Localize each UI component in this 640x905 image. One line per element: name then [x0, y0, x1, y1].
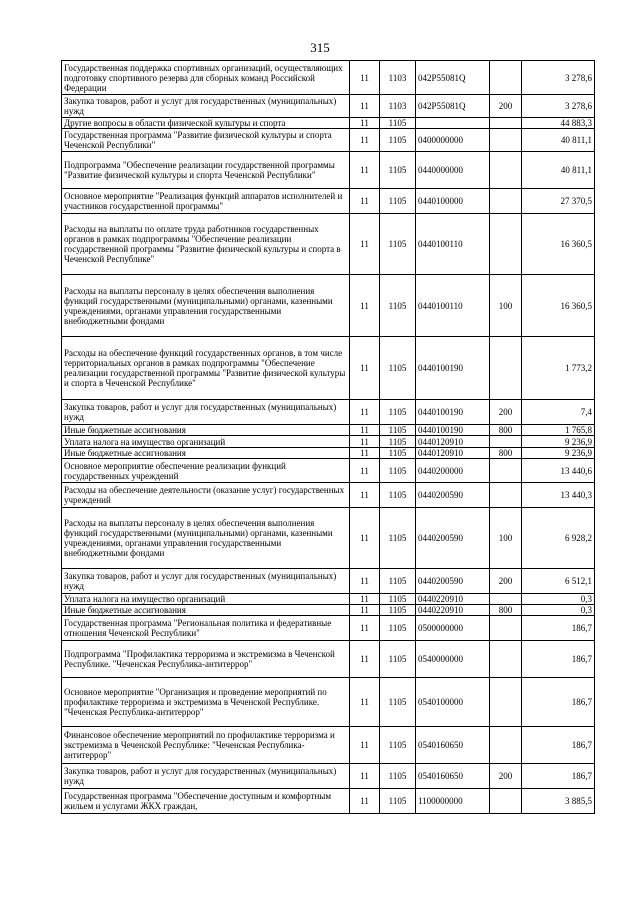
subsection-code: 1105 [380, 425, 416, 436]
subsection-code: 1105 [380, 400, 416, 425]
subsection-code: 1105 [380, 459, 416, 483]
amount: 16 360,5 [522, 214, 595, 275]
amount: 16 360,5 [522, 275, 595, 337]
expense-type-code: 800 [490, 605, 522, 616]
page-number: 315 [310, 40, 330, 55]
table-row [62, 641, 595, 678]
subsection-code: 1105 [380, 275, 416, 337]
expense-type-code [490, 459, 522, 483]
table-row [62, 678, 595, 727]
expense-type-code: 200 [490, 400, 522, 425]
expense-type-code [490, 727, 522, 764]
section-code: 11 [350, 95, 380, 118]
expense-type-code [490, 61, 522, 95]
section-code: 11 [350, 594, 380, 605]
item-name: Государственная программа "Развитие физической культуры и спорта Чеченской Республики" [62, 129, 350, 152]
amount: 3 885,5 [522, 789, 595, 814]
section-code: 11 [350, 605, 380, 616]
expense-type-code [490, 594, 522, 605]
amount: 27 370,5 [522, 189, 595, 214]
section-code: 11 [350, 616, 380, 641]
expense-type-code: 100 [490, 508, 522, 569]
table-row [62, 118, 595, 129]
subsection-code: 1105 [380, 616, 416, 641]
section-code: 11 [350, 483, 380, 508]
table-row [62, 400, 595, 425]
item-name: Иные бюджетные ассигнования [62, 605, 350, 616]
target-article-code: 0440220910 [416, 605, 490, 616]
section-code: 11 [350, 641, 380, 678]
subsection-code: 1103 [380, 95, 416, 118]
expense-type-code [490, 189, 522, 214]
target-article-code: 0440120910 [416, 436, 490, 448]
target-article-code: 0440120910 [416, 448, 490, 459]
subsection-code: 1105 [380, 508, 416, 569]
expense-type-code [490, 337, 522, 400]
item-name: Государственная программа "Региональная политика и федеративные отношения Чеченской Республики" [62, 616, 350, 641]
table-row [62, 425, 595, 436]
amount: 6 928,2 [522, 508, 595, 569]
item-name: Расходы на выплаты персоналу в целях обеспечения выполнения функций государственными (муниципальными) органами, казенными учреждениями, органами управления государственными внебюджетными фондами [62, 275, 350, 337]
subsection-code: 1105 [380, 594, 416, 605]
section-code: 11 [350, 275, 380, 337]
target-article-code: 0540160650 [416, 764, 490, 789]
amount: 186,7 [522, 764, 595, 789]
item-name: Закупка товаров, работ и услуг для государственных (муниципальных) нужд [62, 764, 350, 789]
amount: 9 236,9 [522, 448, 595, 459]
expense-type-code: 800 [490, 425, 522, 436]
item-name: Иные бюджетные ассигнования [62, 448, 350, 459]
section-code: 11 [350, 764, 380, 789]
item-name: Подпрограмма "Профилактика терроризма и экстремизма в Чеченской Республике. "Чеченская Республика-антитеррор" [62, 641, 350, 678]
subsection-code: 1105 [380, 483, 416, 508]
item-name: Иные бюджетные ассигнования [62, 425, 350, 436]
section-code: 11 [350, 118, 380, 129]
item-name: Расходы на обеспечение деятельности (оказание услуг) государственных учреждений [62, 483, 350, 508]
amount: 186,7 [522, 616, 595, 641]
section-code: 11 [350, 129, 380, 152]
expense-type-code [490, 214, 522, 275]
section-code: 11 [350, 61, 380, 95]
target-article-code: 0540100000 [416, 678, 490, 727]
target-article-code: 0540160650 [416, 727, 490, 764]
expense-type-code [490, 641, 522, 678]
subsection-code: 1105 [380, 764, 416, 789]
item-name: Закупка товаров, работ и услуг для государственных (муниципальных) нужд [62, 400, 350, 425]
expense-type-code [490, 436, 522, 448]
section-code: 11 [350, 789, 380, 814]
item-name: Государственная программа "Обеспечение доступным и комфортным жильем и услугами ЖКХ граждан, [62, 789, 350, 814]
subsection-code: 1105 [380, 118, 416, 129]
target-article-code: 0440220910 [416, 594, 490, 605]
item-name: Закупка товаров, работ и услуг для государственных (муниципальных) нужд [62, 569, 350, 594]
item-name: Уплата налога на имущество организаций [62, 594, 350, 605]
expense-type-code [490, 483, 522, 508]
table-row [62, 337, 595, 400]
item-name: Основное мероприятие "Реализация функций аппаратов исполнителей и участников государственной программы" [62, 189, 350, 214]
expense-type-code [490, 678, 522, 727]
target-article-code: 042P55081Q [416, 61, 490, 95]
item-name: Расходы на выплаты персоналу в целях обеспечения выполнения функций государственными (муниципальными) органами, казенными учреждениями, органами управления государственными внебюджетными фондами [62, 508, 350, 569]
target-article-code: 0540000000 [416, 641, 490, 678]
table-row [62, 789, 595, 814]
table-row [62, 189, 595, 214]
item-name: Расходы на выплаты по оплате труда работников государственных органов в рамках подпрограммы "Обеспечение реализации государственной программы "Развитие физической культуры и спорта в Чеченской Республике" [62, 214, 350, 275]
target-article-code: 0440100190 [416, 400, 490, 425]
section-code: 11 [350, 436, 380, 448]
amount: 0,3 [522, 605, 595, 616]
subsection-code: 1105 [380, 641, 416, 678]
amount: 1 773,2 [522, 337, 595, 400]
expense-type-code: 200 [490, 95, 522, 118]
target-article-code: 0440100110 [416, 214, 490, 275]
section-code: 11 [350, 508, 380, 569]
section-code: 11 [350, 448, 380, 459]
target-article-code: 0440100110 [416, 275, 490, 337]
amount: 186,7 [522, 641, 595, 678]
item-name: Расходы на обеспечение функций государственных органов, в том числе территориальных органов в рамках подпрограммы "Обеспечение реализации государственной программы "Развитие физической культуры и спорта в Чеченской Республике" [62, 337, 350, 400]
table-row [62, 95, 595, 118]
subsection-code: 1105 [380, 678, 416, 727]
section-code: 11 [350, 425, 380, 436]
amount: 1 765,8 [522, 425, 595, 436]
target-article-code: 0440100190 [416, 337, 490, 400]
table-row [62, 459, 595, 483]
subsection-code: 1105 [380, 605, 416, 616]
amount: 3 278,6 [522, 95, 595, 118]
table-row [62, 764, 595, 789]
table-row [62, 594, 595, 605]
subsection-code: 1105 [380, 214, 416, 275]
amount: 186,7 [522, 678, 595, 727]
section-code: 11 [350, 189, 380, 214]
table-row [62, 61, 595, 95]
expense-type-code [490, 118, 522, 129]
amount: 40 811,1 [522, 152, 595, 189]
target-article-code: 0440200000 [416, 459, 490, 483]
amount: 6 512,1 [522, 569, 595, 594]
expense-type-code: 200 [490, 569, 522, 594]
section-code: 11 [350, 459, 380, 483]
expense-type-code [490, 616, 522, 641]
subsection-code: 1105 [380, 448, 416, 459]
expense-type-code: 200 [490, 764, 522, 789]
amount: 186,7 [522, 727, 595, 764]
target-article-code: 0440000000 [416, 152, 490, 189]
target-article-code: 042P55081Q [416, 95, 490, 118]
amount: 7,4 [522, 400, 595, 425]
target-article-code: 0440200590 [416, 508, 490, 569]
target-article-code: 0440200590 [416, 569, 490, 594]
amount: 44 883,3 [522, 118, 595, 129]
expense-type-code [490, 152, 522, 189]
target-article-code: 0440200590 [416, 483, 490, 508]
amount: 13 440,3 [522, 483, 595, 508]
subsection-code: 1105 [380, 337, 416, 400]
table-row [62, 508, 595, 569]
table-row [62, 727, 595, 764]
table-row [62, 152, 595, 189]
amount: 0,3 [522, 594, 595, 605]
table-row [62, 569, 595, 594]
section-code: 11 [350, 569, 380, 594]
expense-type-code [490, 789, 522, 814]
table-row [62, 616, 595, 641]
subsection-code: 1105 [380, 152, 416, 189]
target-article-code: 0440100190 [416, 425, 490, 436]
amount: 3 278,6 [522, 61, 595, 95]
table-row [62, 483, 595, 508]
item-name: Другие вопросы в области физической культуры и спорта [62, 118, 350, 129]
item-name: Уплата налога на имущество организаций [62, 436, 350, 448]
target-article-code: 0440100000 [416, 189, 490, 214]
expense-type-code: 100 [490, 275, 522, 337]
budget-table-body [62, 61, 595, 814]
subsection-code: 1105 [380, 727, 416, 764]
target-article-code [416, 118, 490, 129]
section-code: 11 [350, 214, 380, 275]
item-name: Основное мероприятие обеспечение реализации функций государственных учреждений [62, 459, 350, 483]
subsection-code: 1105 [380, 436, 416, 448]
section-code: 11 [350, 152, 380, 189]
expense-type-code [490, 129, 522, 152]
budget-table [61, 60, 595, 814]
item-name: Финансовое обеспечение мероприятий по профилактике терроризма и экстремизма в Чеченской Республике: "Чеченская Республика-антитеррор" [62, 727, 350, 764]
expense-type-code: 800 [490, 448, 522, 459]
subsection-code: 1105 [380, 189, 416, 214]
table-row [62, 605, 595, 616]
item-name: Основное мероприятие "Организация и проведение мероприятий по профилактике терроризма и экстремизма в Чеченской Республике. "Чеченская Республика-антитеррор" [62, 678, 350, 727]
table-row [62, 436, 595, 448]
item-name: Подпрограмма "Обеспечение реализации государственной программы "Развитие физической культуры и спорта Чеченской Республики" [62, 152, 350, 189]
subsection-code: 1103 [380, 61, 416, 95]
table-row [62, 448, 595, 459]
subsection-code: 1105 [380, 569, 416, 594]
target-article-code: 0500000000 [416, 616, 490, 641]
amount: 40 811,1 [522, 129, 595, 152]
target-article-code: 1100000000 [416, 789, 490, 814]
subsection-code: 1105 [380, 129, 416, 152]
item-name: Закупка товаров, работ и услуг для государственных (муниципальных) нужд [62, 95, 350, 118]
section-code: 11 [350, 400, 380, 425]
amount: 9 236,9 [522, 436, 595, 448]
table-row [62, 275, 595, 337]
section-code: 11 [350, 678, 380, 727]
subsection-code: 1105 [380, 789, 416, 814]
section-code: 11 [350, 337, 380, 400]
table-row [62, 129, 595, 152]
amount: 13 440,6 [522, 459, 595, 483]
section-code: 11 [350, 727, 380, 764]
target-article-code: 0400000000 [416, 129, 490, 152]
item-name: Государственная поддержка спортивных организаций, осуществляющих подготовку спортивного резерва для сборных команд Российской Федерации [62, 61, 350, 95]
table-row [62, 214, 595, 275]
